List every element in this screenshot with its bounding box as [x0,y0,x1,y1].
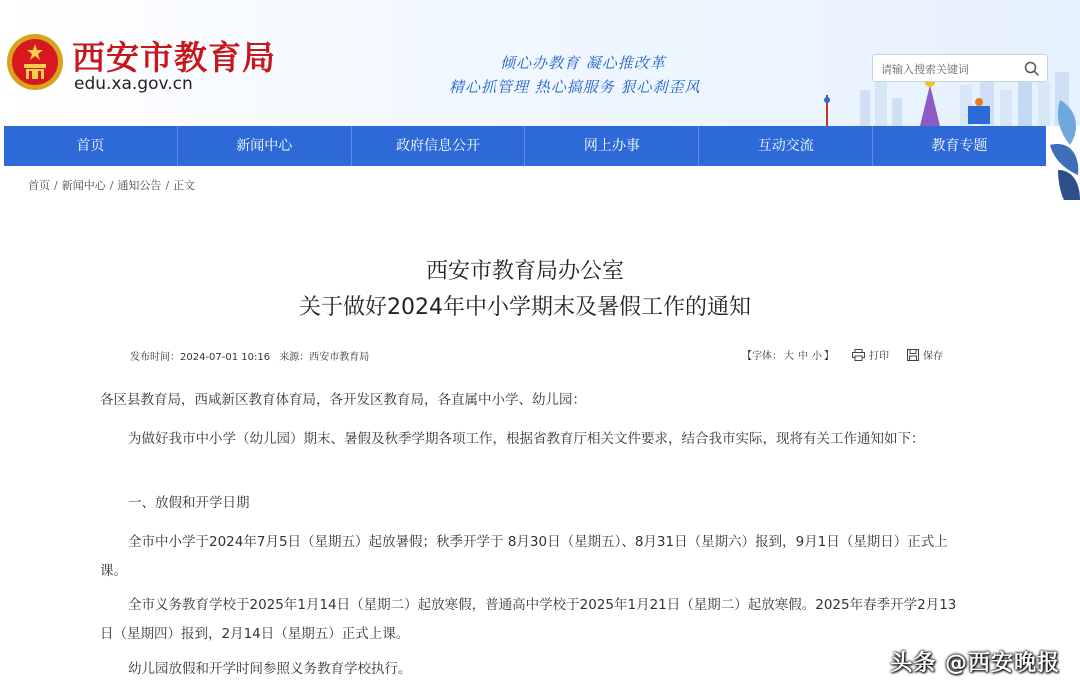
section-heading: 一、放假和开学日期 [128,495,250,511]
nav-online-services[interactable]: 网上办事 [525,126,699,166]
search-input[interactable] [881,60,1021,78]
nav-home[interactable]: 首页 [4,126,178,166]
nav-gov-info[interactable]: 政府信息公开 [352,126,526,166]
leaf-decoration [1040,100,1080,200]
article-source: 来源：西安市教育局 [279,352,370,363]
nav-news-center[interactable]: 新闻中心 [178,126,352,166]
paragraph-winter: 全市义务教育学校于2025年1月14日（星期二）起放寒假，普通高中学校于2025年1月21日（星期二）起放寒假。2025年春季开学2月13日（星期四）报到，2月14日（星期五）正式上课。 [100,597,957,642]
paragraph-intro: 为做好我市中小学（幼儿园）期末、暑假及秋季学期各项工作，根据省教育厅相关文件要求，结合我市实际，现将有关工作通知如下： [128,431,925,447]
site-domain: edu.xa.gov.cn [74,74,193,94]
font-size-large-button[interactable]: 大 [784,351,794,362]
publish-time: 发布时间：2024-07-01 10:16 [130,352,271,363]
site-header [0,0,1080,126]
breadcrumb-notices[interactable]: 通知公告 [117,179,162,192]
font-size-label-close: 】 [824,351,834,362]
slogan-line-1: 倾心办教育 凝心推改革 [500,54,666,72]
font-size-small-button[interactable]: 小 [812,351,822,362]
article-meta [130,348,375,363]
salutation: 各区县教育局，西咸新区教育体育局，各开发区教育局，各直属中小学、幼儿园： [100,392,586,408]
breadcrumb-current: 正文 [173,179,196,192]
article-title-line-1: 西安市教育局办公室 [425,259,624,284]
breadcrumb: 首页 / 新闻中心 / 通知公告 / 正文 [28,179,196,192]
nav-interaction[interactable]: 互动交流 [699,126,873,166]
print-button[interactable] [852,347,889,362]
paragraph-summer: 全市中小学于2024年7月5日（星期五）起放暑假；秋季开学于 8月30日（星期五）、8月31日（星期六）报到，9月1日（星期日）正式上课。 [100,534,948,579]
font-size-medium-button[interactable]: 中 [798,351,808,362]
breadcrumb-home[interactable]: 首页 [28,179,50,192]
main-nav [4,126,1046,166]
search-icon[interactable] [1023,60,1041,78]
national-emblem-icon [6,32,64,92]
breadcrumb-news-center[interactable]: 新闻中心 [61,179,106,192]
save-icon [907,349,919,361]
nav-education-topics[interactable]: 教育专题 [931,138,988,154]
paragraph-kindergarten: 幼儿园放假和开学时间参照义务教育学校执行。 [128,661,412,677]
print-label: 打印 [869,351,889,362]
article-tools [742,347,943,362]
save-button[interactable] [907,347,943,362]
watermark: 头条 @西安晚报 [890,651,1060,676]
font-size-label: 【字体： [742,351,782,362]
article-title-line-2: 关于做好2024年中小学期末及暑假工作的通知 [299,295,751,320]
printer-icon [852,349,865,361]
site-name[interactable]: 西安市教育局 [72,38,276,77]
search-box [872,54,1048,82]
slogan-line-2: 精心抓管理 热心搞服务 狠心刹歪风 [449,78,701,96]
save-label: 保存 [923,351,943,362]
